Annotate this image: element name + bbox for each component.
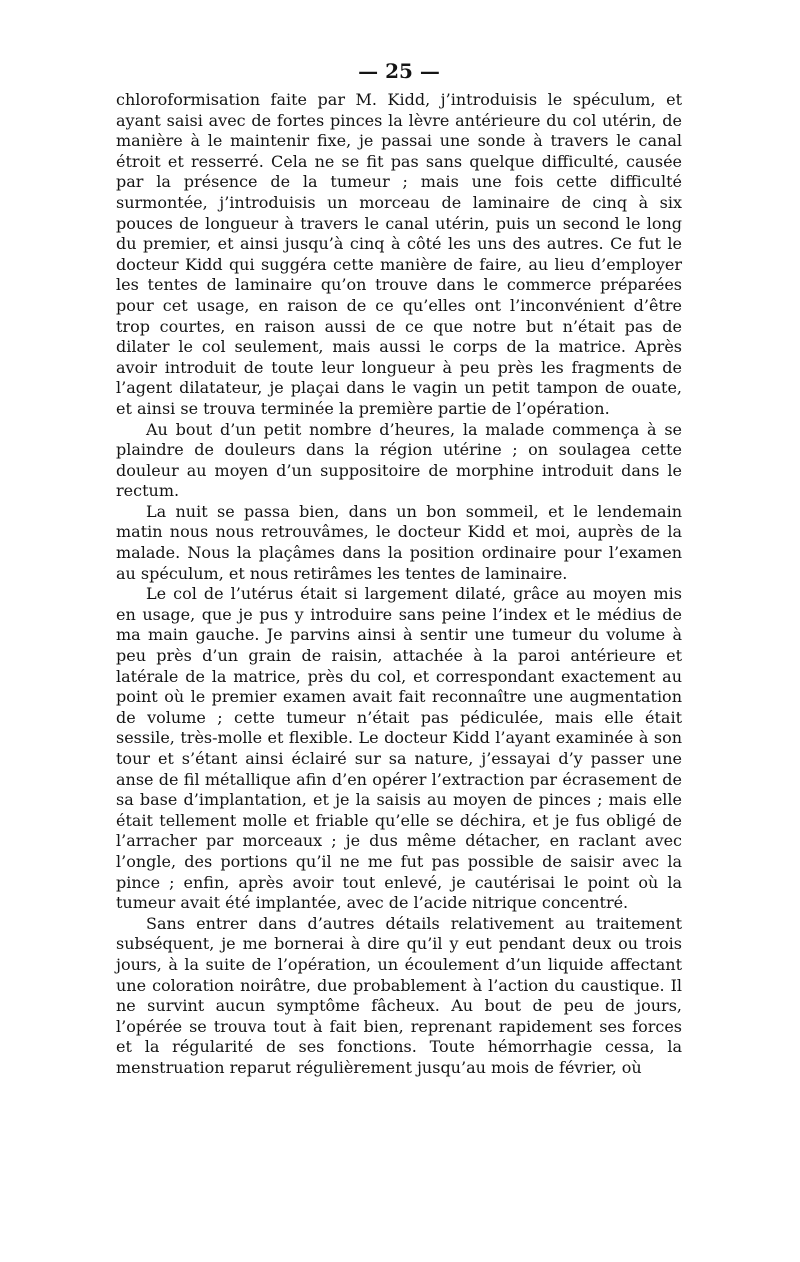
paragraph-continued: chloroformisation faite par M. Kidd, j’introduisis le spéculum, et ayant saisi avec de fortes pinces la lèvre antérieure du col utérin, de manière à le maintenir fixe, je passai une sonde à travers le canal étroit et resserré. Cela ne se fit pas sans quelque difficulté, causée par la présence de la tumeur ; mais une fois cette difficulté surmontée, j’introduisis un morceau de laminaire de cinq à six pouces de longueur à travers le canal utérin, puis un second le long du premier, et ainsi jusqu’à cinq à côté les uns des autres. Ce fut le docteur Kidd qui suggéra cette manière de faire, au lieu d’employer les tentes de laminaire qu’on trouve dans le commerce préparées pour cet usage, en raison de ce qu’elles ont l’inconvénient d’être trop courtes, en raison aussi de ce que notre but n’était pas de dilater le col seulement, mais aussi le corps de la matrice. Après avoir introduit de toute leur longueur à peu près les fragments de l’agent dilatateur, je plaçai dans le vagin un petit tampon de ouate, et ainsi se trouva terminée la première partie de l’opération. — [116, 90, 682, 418]
paragraph: Sans entrer dans d’autres détails relativement au traitement subséquent, je me bornerai à dire qu’il y eut pendant deux ou trois jours, à la suite de l’opération, un écoulement d’un liquide affectant une coloration noirâtre, due probablement à l’action du caustique. Il ne survint aucun symptôme fâcheux. Au bout de peu de jours, l’opérée se trouva tout à fait bien, reprenant rapidement ses forces et la régularité de ses fonctions. Toute hémorrhagie cessa, la menstruation reparut régulièrement jusqu’au mois de février, où — [116, 913, 682, 1077]
page-number: — 25 — — [358, 59, 440, 83]
paragraph: Au bout d’un petit nombre d’heures, la malade commença à se plaindre de douleurs dans la région utérine ; on soulagea cette douleur au moyen d’un suppositoire de morphine introduit dans le rectum. — [116, 419, 682, 501]
paragraph: La nuit se passa bien, dans un bon sommeil, et le lendemain matin nous nous retrouvâmes, le docteur Kidd et moi, auprès de la malade. Nous la plaçâmes dans la position ordinaire pour l’examen au spéculum, et nous retirâmes les tentes de laminaire. — [116, 501, 682, 583]
book-page — [116, 58, 682, 1079]
paragraph: Le col de l’utérus était si largement dilaté, grâce au moyen mis en usage, que je pus y introduire sans peine l’index et le médius de ma main gauche. Je parvins ainsi à sentir une tumeur du volume à peu près d’un grain de raisin, attachée à la paroi antérieure et latérale de la matrice, près du col, et correspondant exactement au point où le premier examen avait fait reconnaître une augmentation de volume ; cette tumeur n’était pas pédiculée, mais elle était sessile, très-molle et flexible. Le docteur Kidd l’ayant examinée à son tour et s’étant ainsi éclairé sur sa nature, j’essayai d’y passer une anse de fil métallique afin d’en opérer l’extraction par écrasement de sa base d’implantation, et je la saisis au moyen de pinces ; mais elle était tellement molle et friable qu’elle se déchira, et je fus obligé de l’arracher par morceaux ; je dus même détacher, en raclant avec l’ongle, des portions qu’il ne me fut pas possible de saisir avec la pince ; enfin, après avoir tout enlevé, je cautérisai le point où la tumeur avait été implantée, avec de l’acide nitrique concentré. — [116, 584, 682, 913]
